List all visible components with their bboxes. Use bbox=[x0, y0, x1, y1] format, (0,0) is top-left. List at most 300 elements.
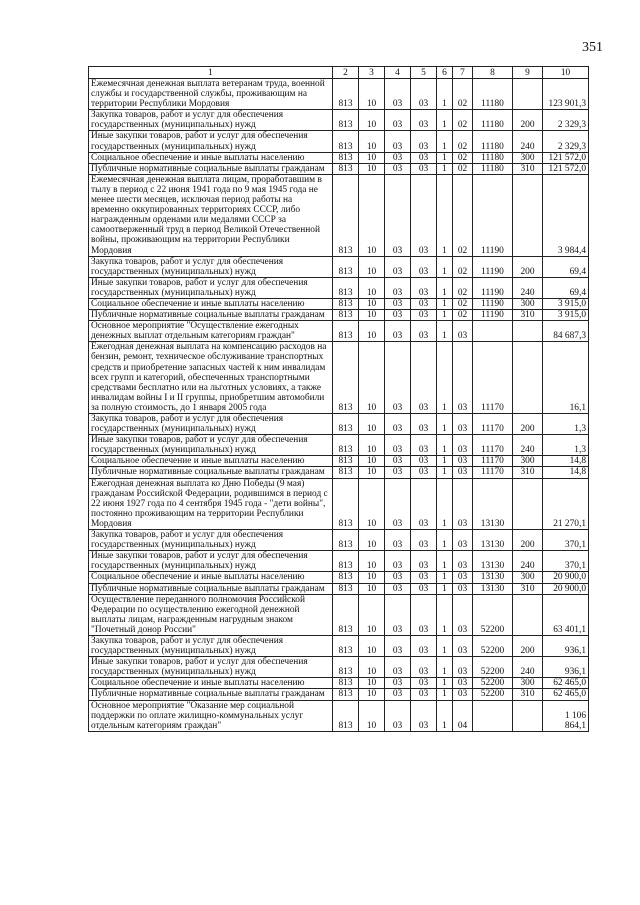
header-row bbox=[89, 67, 589, 79]
amount-cell: 2 329,3 bbox=[543, 110, 589, 131]
col-5-cell: 03 bbox=[411, 298, 437, 309]
col-5-cell: 03 bbox=[411, 110, 437, 131]
table-row bbox=[89, 689, 589, 700]
row-name-cell: Иные закупки товаров, работ и услуг для обеспечения государственных (муниципальных) нужд bbox=[89, 435, 333, 456]
col-5-cell: 03 bbox=[411, 478, 437, 529]
row-name-cell: Основное мероприятие "Оказание мер социальной поддержки по оплате жилищно-коммунальных услуг отдельным категориям граждан" bbox=[89, 700, 333, 731]
col-6-cell: 1 bbox=[437, 635, 453, 656]
col-2-cell: 813 bbox=[333, 530, 359, 551]
amount-cell: 2 329,3 bbox=[543, 131, 589, 152]
col-4-cell: 03 bbox=[385, 152, 411, 163]
col-6-cell: 1 bbox=[437, 79, 453, 110]
col-4-cell: 03 bbox=[385, 594, 411, 635]
col-5-cell: 03 bbox=[411, 414, 437, 435]
column-header: 7 bbox=[453, 67, 473, 79]
col-8-cell: 11190 bbox=[473, 310, 513, 321]
col-5-cell: 03 bbox=[411, 79, 437, 110]
col-7-cell: 02 bbox=[453, 152, 473, 163]
col-5-cell: 03 bbox=[411, 594, 437, 635]
col-4-cell: 03 bbox=[385, 551, 411, 572]
row-name-cell: Социальное обеспечение и иные выплаты населению bbox=[89, 678, 333, 689]
amount-cell: 62 465,0 bbox=[543, 678, 589, 689]
table-row bbox=[89, 277, 589, 298]
col-8-cell: 13130 bbox=[473, 583, 513, 594]
row-name-cell: Социальное обеспечение и иные выплаты населению bbox=[89, 152, 333, 163]
col-8-cell: 11170 bbox=[473, 467, 513, 478]
col-5-cell: 03 bbox=[411, 689, 437, 700]
col-2-cell: 813 bbox=[333, 456, 359, 467]
amount-cell: 14,8 bbox=[543, 456, 589, 467]
col-9-cell: 240 bbox=[513, 435, 543, 456]
col-2-cell: 813 bbox=[333, 310, 359, 321]
col-3-cell: 10 bbox=[359, 131, 385, 152]
col-8-cell: 11190 bbox=[473, 256, 513, 277]
col-9-cell: 240 bbox=[513, 551, 543, 572]
row-name-cell: Иные закупки товаров, работ и услуг для обеспечения государственных (муниципальных) нужд bbox=[89, 131, 333, 152]
col-3-cell: 10 bbox=[359, 174, 385, 256]
col-9-cell: 310 bbox=[513, 583, 543, 594]
table-row bbox=[89, 456, 589, 467]
col-7-cell: 03 bbox=[453, 551, 473, 572]
col-8-cell: 11180 bbox=[473, 79, 513, 110]
col-5-cell: 03 bbox=[411, 678, 437, 689]
col-3-cell: 10 bbox=[359, 152, 385, 163]
col-6-cell: 1 bbox=[437, 689, 453, 700]
col-4-cell: 03 bbox=[385, 657, 411, 678]
col-6-cell: 1 bbox=[437, 174, 453, 256]
col-8-cell: 11180 bbox=[473, 152, 513, 163]
amount-cell: 3 915,0 bbox=[543, 310, 589, 321]
col-9-cell bbox=[513, 79, 543, 110]
col-3-cell: 10 bbox=[359, 594, 385, 635]
col-7-cell: 03 bbox=[453, 594, 473, 635]
col-2-cell: 813 bbox=[333, 163, 359, 174]
col-3-cell: 10 bbox=[359, 678, 385, 689]
col-9-cell: 300 bbox=[513, 152, 543, 163]
col-5-cell: 03 bbox=[411, 163, 437, 174]
column-header: 9 bbox=[513, 67, 543, 79]
table-row bbox=[89, 131, 589, 152]
amount-cell: 20 900,0 bbox=[543, 583, 589, 594]
column-header: 4 bbox=[385, 67, 411, 79]
col-8-cell: 13130 bbox=[473, 551, 513, 572]
col-9-cell: 310 bbox=[513, 689, 543, 700]
col-6-cell: 1 bbox=[437, 310, 453, 321]
row-name-cell: Иные закупки товаров, работ и услуг для обеспечения государственных (муниципальных) нужд bbox=[89, 551, 333, 572]
col-8-cell: 11170 bbox=[473, 342, 513, 414]
col-8-cell: 52200 bbox=[473, 594, 513, 635]
col-8-cell: 11190 bbox=[473, 174, 513, 256]
col-3-cell: 10 bbox=[359, 256, 385, 277]
column-header: 2 bbox=[333, 67, 359, 79]
amount-cell: 123 901,3 bbox=[543, 79, 589, 110]
table-row bbox=[89, 342, 589, 414]
col-5-cell: 03 bbox=[411, 530, 437, 551]
col-2-cell: 813 bbox=[333, 414, 359, 435]
table-row bbox=[89, 583, 589, 594]
col-3-cell: 10 bbox=[359, 163, 385, 174]
amount-cell: 121 572,0 bbox=[543, 163, 589, 174]
amount-cell: 1,3 bbox=[543, 435, 589, 456]
col-4-cell: 03 bbox=[385, 174, 411, 256]
col-9-cell: 200 bbox=[513, 635, 543, 656]
column-header: 5 bbox=[411, 67, 437, 79]
table-row bbox=[89, 298, 589, 309]
col-2-cell: 813 bbox=[333, 689, 359, 700]
amount-cell: 3 984,4 bbox=[543, 174, 589, 256]
amount-cell: 62 465,0 bbox=[543, 689, 589, 700]
col-5-cell: 03 bbox=[411, 572, 437, 583]
col-5-cell: 03 bbox=[411, 152, 437, 163]
col-7-cell: 03 bbox=[453, 321, 473, 342]
col-9-cell bbox=[513, 478, 543, 529]
amount-cell: 936,1 bbox=[543, 635, 589, 656]
col-2-cell: 813 bbox=[333, 572, 359, 583]
col-7-cell: 02 bbox=[453, 110, 473, 131]
col-5-cell: 03 bbox=[411, 657, 437, 678]
col-2-cell: 813 bbox=[333, 79, 359, 110]
col-4-cell: 03 bbox=[385, 572, 411, 583]
col-2-cell: 813 bbox=[333, 478, 359, 529]
amount-cell: 21 270,1 bbox=[543, 478, 589, 529]
col-6-cell: 1 bbox=[437, 152, 453, 163]
col-5-cell: 03 bbox=[411, 342, 437, 414]
col-8-cell: 11170 bbox=[473, 414, 513, 435]
col-3-cell: 10 bbox=[359, 635, 385, 656]
col-3-cell: 10 bbox=[359, 414, 385, 435]
col-9-cell: 200 bbox=[513, 414, 543, 435]
col-2-cell: 813 bbox=[333, 551, 359, 572]
col-2-cell: 813 bbox=[333, 435, 359, 456]
col-2-cell: 813 bbox=[333, 657, 359, 678]
row-name-cell: Публичные нормативные социальные выплаты гражданам bbox=[89, 583, 333, 594]
col-7-cell: 02 bbox=[453, 310, 473, 321]
col-4-cell: 03 bbox=[385, 277, 411, 298]
col-9-cell: 240 bbox=[513, 131, 543, 152]
col-9-cell bbox=[513, 700, 543, 731]
table-row bbox=[89, 551, 589, 572]
col-6-cell: 1 bbox=[437, 131, 453, 152]
table-row bbox=[89, 594, 589, 635]
table-row bbox=[89, 110, 589, 131]
col-8-cell: 13130 bbox=[473, 572, 513, 583]
col-7-cell: 03 bbox=[453, 342, 473, 414]
col-3-cell: 10 bbox=[359, 657, 385, 678]
col-7-cell: 03 bbox=[453, 478, 473, 529]
col-3-cell: 10 bbox=[359, 298, 385, 309]
col-6-cell: 1 bbox=[437, 700, 453, 731]
amount-cell: 370,1 bbox=[543, 551, 589, 572]
col-3-cell: 10 bbox=[359, 572, 385, 583]
col-6-cell: 1 bbox=[437, 572, 453, 583]
col-9-cell: 200 bbox=[513, 256, 543, 277]
table-row bbox=[89, 435, 589, 456]
col-6-cell: 1 bbox=[437, 678, 453, 689]
col-9-cell bbox=[513, 174, 543, 256]
row-name-cell: Осуществление переданного полномочия Российской Федерации по осуществлению ежегодной денежной выплаты лицам, награжденным нагрудным знаком "Почетный донор России" bbox=[89, 594, 333, 635]
col-4-cell: 03 bbox=[385, 414, 411, 435]
row-name-cell: Ежегодная денежная выплата ко Дню Победы (9 мая) гражданам Российской Федерации, родившимся в период с 22 июня 1927 года по 4 сентября 1945 года - "дети войны", постоянно проживающим на территории Республики Мордовия bbox=[89, 478, 333, 529]
col-6-cell: 1 bbox=[437, 414, 453, 435]
col-7-cell: 03 bbox=[453, 414, 473, 435]
col-2-cell: 813 bbox=[333, 131, 359, 152]
col-7-cell: 03 bbox=[453, 678, 473, 689]
col-5-cell: 03 bbox=[411, 467, 437, 478]
col-9-cell: 310 bbox=[513, 467, 543, 478]
col-4-cell: 03 bbox=[385, 689, 411, 700]
col-7-cell: 02 bbox=[453, 174, 473, 256]
table-row bbox=[89, 79, 589, 110]
col-5-cell: 03 bbox=[411, 310, 437, 321]
amount-cell: 63 401,1 bbox=[543, 594, 589, 635]
col-8-cell: 11180 bbox=[473, 163, 513, 174]
col-3-cell: 10 bbox=[359, 321, 385, 342]
col-9-cell: 310 bbox=[513, 163, 543, 174]
col-8-cell: 52200 bbox=[473, 689, 513, 700]
col-9-cell bbox=[513, 594, 543, 635]
col-8-cell: 13130 bbox=[473, 478, 513, 529]
row-name-cell: Социальное обеспечение и иные выплаты населению bbox=[89, 456, 333, 467]
col-3-cell: 10 bbox=[359, 467, 385, 478]
amount-cell: 69,4 bbox=[543, 256, 589, 277]
col-6-cell: 1 bbox=[437, 256, 453, 277]
col-6-cell: 1 bbox=[437, 467, 453, 478]
col-5-cell: 03 bbox=[411, 435, 437, 456]
col-4-cell: 03 bbox=[385, 467, 411, 478]
amount-cell: 20 900,0 bbox=[543, 572, 589, 583]
amount-cell: 121 572,0 bbox=[543, 152, 589, 163]
col-8-cell bbox=[473, 700, 513, 731]
col-3-cell: 10 bbox=[359, 551, 385, 572]
col-2-cell: 813 bbox=[333, 678, 359, 689]
col-4-cell: 03 bbox=[385, 110, 411, 131]
col-5-cell: 03 bbox=[411, 321, 437, 342]
row-name-cell: Публичные нормативные социальные выплаты гражданам bbox=[89, 310, 333, 321]
col-8-cell: 11190 bbox=[473, 298, 513, 309]
row-name-cell: Ежемесячная денежная выплата лицам, проработавшим в тылу в период с 22 июня 1941 года по 9 мая 1945 года не менее шести месяцев, исключая период работы на временно оккупированных территориях СССР, либо награжденным орденами или медалями СССР за самоотверженный труд в период Великой Отечественной войны, проживающим на территории Республики Мордовия bbox=[89, 174, 333, 256]
column-header: 3 bbox=[359, 67, 385, 79]
table-row bbox=[89, 414, 589, 435]
col-8-cell: 13130 bbox=[473, 530, 513, 551]
col-4-cell: 03 bbox=[385, 163, 411, 174]
table-row bbox=[89, 700, 589, 731]
col-3-cell: 10 bbox=[359, 310, 385, 321]
column-header: 6 bbox=[437, 67, 453, 79]
col-3-cell: 10 bbox=[359, 700, 385, 731]
col-4-cell: 03 bbox=[385, 310, 411, 321]
col-7-cell: 02 bbox=[453, 298, 473, 309]
row-name-cell: Закупка товаров, работ и услуг для обеспечения государственных (муниципальных) нужд bbox=[89, 256, 333, 277]
row-name-cell: Основное мероприятие "Осуществление ежегодных денежных выплат отдельным категориям граждан" bbox=[89, 321, 333, 342]
col-8-cell: 52200 bbox=[473, 657, 513, 678]
row-name-cell: Ежегодная денежная выплата на компенсацию расходов на бензин, ремонт, техническое обслуживание транспортных средств и приобретение запасных частей к ним инвалидам всех групп и категорий, обеспеченных транспортными средствами бесплатно или на льготных условиях, а также инвалидам войны I и II группы, приобретшим автомобили за полную стоимость, до 1 января 2005 года bbox=[89, 342, 333, 414]
col-4-cell: 03 bbox=[385, 131, 411, 152]
column-header: 8 bbox=[473, 67, 513, 79]
col-7-cell: 03 bbox=[453, 657, 473, 678]
col-6-cell: 1 bbox=[437, 478, 453, 529]
amount-cell: 1,3 bbox=[543, 414, 589, 435]
col-6-cell: 1 bbox=[437, 110, 453, 131]
col-7-cell: 02 bbox=[453, 277, 473, 298]
row-name-cell: Иные закупки товаров, работ и услуг для обеспечения государственных (муниципальных) нужд bbox=[89, 657, 333, 678]
col-7-cell: 03 bbox=[453, 435, 473, 456]
table-row bbox=[89, 256, 589, 277]
col-6-cell: 1 bbox=[437, 163, 453, 174]
col-4-cell: 03 bbox=[385, 456, 411, 467]
col-4-cell: 03 bbox=[385, 321, 411, 342]
col-4-cell: 03 bbox=[385, 700, 411, 731]
col-5-cell: 03 bbox=[411, 174, 437, 256]
col-7-cell: 02 bbox=[453, 163, 473, 174]
col-5-cell: 03 bbox=[411, 551, 437, 572]
col-9-cell: 300 bbox=[513, 678, 543, 689]
col-5-cell: 03 bbox=[411, 583, 437, 594]
col-5-cell: 03 bbox=[411, 456, 437, 467]
col-7-cell: 03 bbox=[453, 467, 473, 478]
table-row bbox=[89, 572, 589, 583]
row-name-cell: Закупка товаров, работ и услуг для обеспечения государственных (муниципальных) нужд bbox=[89, 414, 333, 435]
col-4-cell: 03 bbox=[385, 256, 411, 277]
col-2-cell: 813 bbox=[333, 594, 359, 635]
col-8-cell: 11190 bbox=[473, 277, 513, 298]
row-name-cell: Закупка товаров, работ и услуг для обеспечения государственных (муниципальных) нужд bbox=[89, 110, 333, 131]
table-row bbox=[89, 163, 589, 174]
col-4-cell: 03 bbox=[385, 635, 411, 656]
table-row bbox=[89, 467, 589, 478]
col-9-cell: 310 bbox=[513, 310, 543, 321]
table-row bbox=[89, 635, 589, 656]
col-7-cell: 02 bbox=[453, 131, 473, 152]
table-row bbox=[89, 478, 589, 529]
col-7-cell: 04 bbox=[453, 700, 473, 731]
table-row bbox=[89, 530, 589, 551]
amount-cell: 1 106 864,1 bbox=[543, 700, 589, 731]
table-row bbox=[89, 174, 589, 256]
col-2-cell: 813 bbox=[333, 152, 359, 163]
amount-cell: 936,1 bbox=[543, 657, 589, 678]
table-row bbox=[89, 678, 589, 689]
budget-table bbox=[88, 66, 589, 732]
col-5-cell: 03 bbox=[411, 700, 437, 731]
col-3-cell: 10 bbox=[359, 110, 385, 131]
col-2-cell: 813 bbox=[333, 583, 359, 594]
table-body bbox=[89, 79, 589, 732]
col-2-cell: 813 bbox=[333, 700, 359, 731]
col-7-cell: 03 bbox=[453, 530, 473, 551]
amount-cell: 84 687,3 bbox=[543, 321, 589, 342]
col-8-cell: 52200 bbox=[473, 678, 513, 689]
page-number: 351 bbox=[582, 40, 603, 55]
col-9-cell: 200 bbox=[513, 110, 543, 131]
col-6-cell: 1 bbox=[437, 530, 453, 551]
col-6-cell: 1 bbox=[437, 298, 453, 309]
table-row bbox=[89, 310, 589, 321]
col-2-cell: 813 bbox=[333, 467, 359, 478]
col-9-cell: 240 bbox=[513, 277, 543, 298]
col-9-cell: 300 bbox=[513, 456, 543, 467]
col-6-cell: 1 bbox=[437, 435, 453, 456]
col-9-cell: 300 bbox=[513, 572, 543, 583]
col-6-cell: 1 bbox=[437, 456, 453, 467]
table-row bbox=[89, 321, 589, 342]
col-2-cell: 813 bbox=[333, 256, 359, 277]
col-9-cell bbox=[513, 342, 543, 414]
amount-cell: 370,1 bbox=[543, 530, 589, 551]
col-8-cell: 11170 bbox=[473, 435, 513, 456]
col-9-cell bbox=[513, 321, 543, 342]
col-5-cell: 03 bbox=[411, 277, 437, 298]
row-name-cell: Публичные нормативные социальные выплаты гражданам bbox=[89, 467, 333, 478]
row-name-cell: Закупка товаров, работ и услуг для обеспечения государственных (муниципальных) нужд bbox=[89, 530, 333, 551]
amount-cell: 16,1 bbox=[543, 342, 589, 414]
col-3-cell: 10 bbox=[359, 277, 385, 298]
col-6-cell: 1 bbox=[437, 342, 453, 414]
col-9-cell: 240 bbox=[513, 657, 543, 678]
col-7-cell: 02 bbox=[453, 79, 473, 110]
col-6-cell: 1 bbox=[437, 594, 453, 635]
col-9-cell: 300 bbox=[513, 298, 543, 309]
col-9-cell: 200 bbox=[513, 530, 543, 551]
col-4-cell: 03 bbox=[385, 583, 411, 594]
col-7-cell: 02 bbox=[453, 256, 473, 277]
col-5-cell: 03 bbox=[411, 256, 437, 277]
col-3-cell: 10 bbox=[359, 583, 385, 594]
row-name-cell: Публичные нормативные социальные выплаты гражданам bbox=[89, 163, 333, 174]
row-name-cell: Публичные нормативные социальные выплаты гражданам bbox=[89, 689, 333, 700]
col-6-cell: 1 bbox=[437, 277, 453, 298]
col-4-cell: 03 bbox=[385, 435, 411, 456]
col-8-cell: 11180 bbox=[473, 131, 513, 152]
row-name-cell: Иные закупки товаров, работ и услуг для обеспечения государственных (муниципальных) нужд bbox=[89, 277, 333, 298]
column-header: 1 bbox=[89, 67, 333, 79]
col-8-cell: 11170 bbox=[473, 456, 513, 467]
row-name-cell: Социальное обеспечение и иные выплаты населению bbox=[89, 572, 333, 583]
col-2-cell: 813 bbox=[333, 321, 359, 342]
row-name-cell: Ежемесячная денежная выплата ветеранам труда, военной службы и государственной службы, проживающим на территории Республики Мордовия bbox=[89, 79, 333, 110]
col-4-cell: 03 bbox=[385, 298, 411, 309]
row-name-cell: Закупка товаров, работ и услуг для обеспечения государственных (муниципальных) нужд bbox=[89, 635, 333, 656]
col-7-cell: 03 bbox=[453, 572, 473, 583]
col-4-cell: 03 bbox=[385, 79, 411, 110]
col-3-cell: 10 bbox=[359, 456, 385, 467]
col-6-cell: 1 bbox=[437, 657, 453, 678]
col-3-cell: 10 bbox=[359, 530, 385, 551]
col-2-cell: 813 bbox=[333, 174, 359, 256]
col-4-cell: 03 bbox=[385, 478, 411, 529]
col-3-cell: 10 bbox=[359, 342, 385, 414]
col-6-cell: 1 bbox=[437, 551, 453, 572]
col-7-cell: 03 bbox=[453, 635, 473, 656]
col-7-cell: 03 bbox=[453, 456, 473, 467]
col-3-cell: 10 bbox=[359, 689, 385, 700]
col-2-cell: 813 bbox=[333, 635, 359, 656]
col-6-cell: 1 bbox=[437, 583, 453, 594]
col-5-cell: 03 bbox=[411, 131, 437, 152]
col-3-cell: 10 bbox=[359, 79, 385, 110]
col-4-cell: 03 bbox=[385, 678, 411, 689]
row-name-cell: Социальное обеспечение и иные выплаты населению bbox=[89, 298, 333, 309]
col-8-cell: 52200 bbox=[473, 635, 513, 656]
table-row bbox=[89, 152, 589, 163]
col-6-cell: 1 bbox=[437, 321, 453, 342]
col-2-cell: 813 bbox=[333, 298, 359, 309]
col-2-cell: 813 bbox=[333, 342, 359, 414]
col-8-cell bbox=[473, 321, 513, 342]
col-8-cell: 11180 bbox=[473, 110, 513, 131]
column-header: 10 bbox=[543, 67, 589, 79]
col-2-cell: 813 bbox=[333, 277, 359, 298]
amount-cell: 69,4 bbox=[543, 277, 589, 298]
